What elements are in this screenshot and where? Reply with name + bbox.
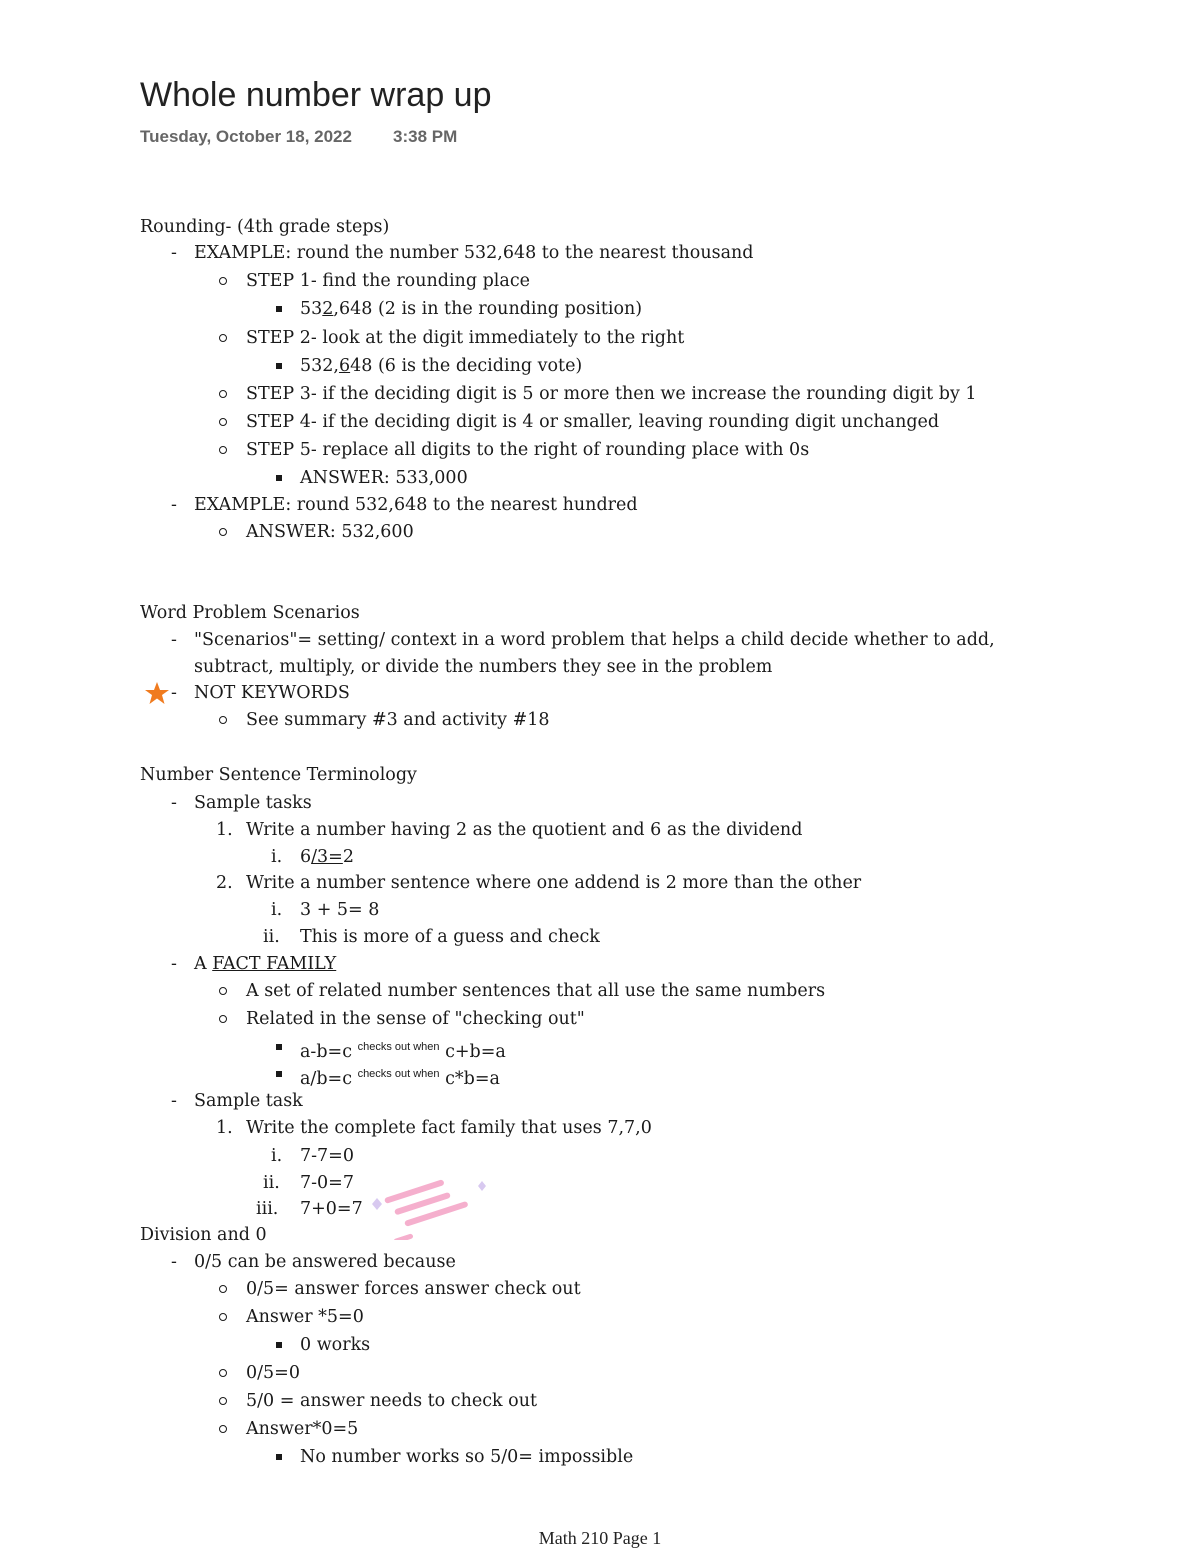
task-3-answer-3: 7+0=7 — [300, 1199, 363, 1219]
list-numeral: i. — [271, 847, 283, 867]
task-3-answer-2: 7-0=7 — [300, 1173, 354, 1193]
bullet-circle — [219, 418, 227, 426]
list-number: 1. — [216, 820, 233, 840]
rounding-step-1: STEP 1- find the rounding place — [246, 271, 530, 291]
bullet-square — [276, 1071, 282, 1077]
page-time: 3:38 PM — [393, 127, 458, 146]
bullet-square — [276, 1342, 282, 1348]
task-1: Write a number having 2 as the quotient and 6 as the dividend — [246, 820, 803, 840]
bullet-square — [276, 306, 282, 312]
rounding-step-2: STEP 2- look at the digit immediately to the right — [246, 328, 685, 348]
task-1-answer: 6/3=2 — [300, 847, 354, 867]
rounding-step-3: STEP 3- if the deciding digit is 5 or more then we increase the rounding digit by 1 — [246, 384, 977, 404]
division-sub-2: Answer *5=0 — [246, 1307, 364, 1327]
bullet-circle — [219, 1313, 227, 1321]
division-sub-5a: No number works so 5/0= impossible — [300, 1447, 634, 1467]
not-keywords: NOT KEYWORDS — [194, 683, 350, 703]
bullet-circle — [219, 446, 227, 454]
bullet-circle — [219, 716, 227, 724]
bullet-dash — [171, 1251, 177, 1273]
rounding-example-1: EXAMPLE: round the number 532,648 to the nearest thousand — [194, 243, 754, 263]
bullet-square — [276, 1454, 282, 1460]
fact-family-heading: A FACT FAMILY — [194, 954, 337, 974]
fact-family-checking: Related in the sense of "checking out" — [246, 1009, 585, 1029]
division-sub-3: 0/5=0 — [246, 1363, 300, 1383]
bullet-circle — [219, 528, 227, 536]
bullet-square — [276, 363, 282, 369]
division-sub-4: 5/0 = answer needs to check out — [246, 1391, 537, 1411]
bullet-circle — [219, 1015, 227, 1023]
list-numeral: i. — [271, 900, 283, 920]
division-sub-1: 0/5= answer forces answer check out — [246, 1279, 581, 1299]
bullet-circle — [219, 390, 227, 398]
division-item-1: 0/5 can be answered because — [194, 1252, 456, 1272]
task-2: Write a number sentence where one addend is 2 more than the other — [246, 873, 862, 893]
section-heading-rounding: Rounding- (4th grade steps) — [140, 217, 390, 237]
bullet-dash — [171, 494, 177, 516]
scenarios-definition-line-2: subtract, multiply, or divide the numbers they see in the problem — [194, 657, 773, 677]
rounding-answer-2: ANSWER: 532,600 — [246, 522, 414, 542]
bullet-square — [276, 1044, 282, 1050]
bullet-square — [276, 475, 282, 481]
bullet-circle — [219, 277, 227, 285]
sticker-stamp-icon — [366, 1168, 496, 1240]
bullet-dash — [171, 1090, 177, 1112]
section-heading-number-sentence: Number Sentence Terminology — [140, 765, 417, 785]
bullet-circle — [219, 1369, 227, 1377]
rounding-step-4: STEP 4- if the deciding digit is 4 or smaller, leaving rounding digit unchanged — [246, 412, 940, 432]
division-sub-2a: 0 works — [300, 1335, 371, 1355]
list-numeral: iii. — [256, 1199, 279, 1219]
bullet-circle — [219, 1425, 227, 1433]
task-3-answer-1: 7-7=0 — [300, 1146, 354, 1166]
bullet-circle — [219, 1285, 227, 1293]
bullet-circle — [219, 987, 227, 995]
bullet-dash — [171, 953, 177, 975]
task-2-answer-2: This is more of a guess and check — [300, 927, 600, 947]
bullet-dash — [171, 242, 177, 264]
rounding-answer-1: ANSWER: 533,000 — [300, 468, 468, 488]
sample-tasks-label: Sample tasks — [194, 793, 312, 813]
list-number: 1. — [216, 1118, 233, 1138]
bullet-dash — [171, 682, 177, 704]
rounding-step-1-detail: 532,648 (2 is in the rounding position) — [300, 299, 643, 319]
task-2-answer-1: 3 + 5= 8 — [300, 900, 380, 920]
fact-family-example-subtraction: a-b=c $^{checks out when}$ c+b=a — [300, 1041, 506, 1062]
rounding-example-2: EXAMPLE: round 532,648 to the nearest hundred — [194, 495, 638, 515]
sample-task-label: Sample task — [194, 1091, 303, 1111]
list-numeral: ii. — [263, 1173, 280, 1193]
section-heading-word-problems: Word Problem Scenarios — [140, 603, 360, 623]
page-title: Whole number wrap up — [140, 76, 492, 114]
list-number: 2. — [216, 873, 233, 893]
see-summary: See summary #3 and activity #18 — [246, 710, 550, 730]
bullet-circle — [219, 334, 227, 342]
bullet-dash — [171, 629, 177, 651]
list-numeral: i. — [271, 1146, 283, 1166]
task-3: Write the complete fact family that uses 7,7,0 — [246, 1118, 652, 1138]
list-numeral: ii. — [263, 927, 280, 947]
fact-family-definition: A set of related number sentences that all use the same numbers — [246, 981, 826, 1001]
scenarios-definition-line-1: "Scenarios"= setting/ context in a word problem that helps a child decide whether to add, — [194, 630, 995, 650]
bullet-circle — [219, 1397, 227, 1405]
page-date: Tuesday, October 18, 2022 — [140, 127, 352, 146]
rounding-step-5: STEP 5- replace all digits to the right of rounding place with 0s — [246, 440, 810, 460]
page-footer: Math 210 Page 1 — [538, 1528, 662, 1548]
section-heading-division: Division and 0 — [140, 1225, 267, 1245]
bullet-dash — [171, 792, 177, 814]
star-icon — [145, 682, 169, 704]
rounding-step-2-detail: 532,648 (6 is the deciding vote) — [300, 356, 583, 376]
division-sub-5: Answer*0=5 — [246, 1419, 359, 1439]
fact-family-example-division: a/b=c $^{checks out when}$ c*b=a — [300, 1068, 500, 1089]
